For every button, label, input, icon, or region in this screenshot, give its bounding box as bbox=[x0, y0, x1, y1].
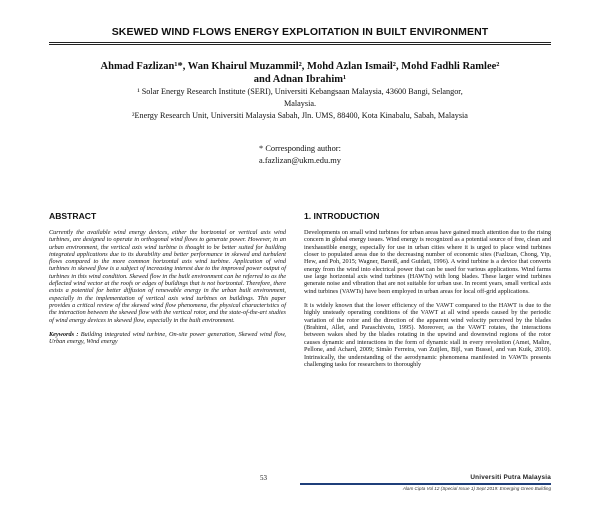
keywords bbox=[49, 331, 286, 346]
authors-line-1: Ahmad Fazlizan¹*, Wan Khairul Muzammil², Mohd Azlan Ismail², Mohd Fadhli Ramlee² bbox=[100, 61, 500, 72]
corresponding-author bbox=[0, 143, 600, 167]
affiliation-1-line-2: Malaysia. bbox=[283, 99, 317, 108]
title-rule-bottom bbox=[49, 44, 551, 45]
abstract-section bbox=[49, 211, 286, 345]
introduction-heading: 1. INTRODUCTION bbox=[304, 211, 380, 221]
keywords-text: Building integrated wind turbine, On-site power generation, Skewed wind flow, Urban energy, Wind energy bbox=[49, 330, 286, 346]
introduction-paragraph-1: Developments on small wind turbines for urban areas have gained much attention due to the rising concern in global energy issues. Wind energy is recognized as a potential source of free, clean and inexhaustible energy, especially for use in urban cities where it is urged to place wind turbines closer to populated areas due to the decreasing number of economic sites (Fazlizan, Chong, Yip, Hew, and Poh, 2015; Wagner, Bareiß, and Guidati, 1996). A wind turbine is a device that converts energy from the wind into electrical power that can be used for various applications. Wind farms use large horizontal axis wind turbines (HAWTs) with long blades. These larger wind turbines generate noise and vibration that are not suitable for urban use. In recent years, small vertical axis wind turbines (VAWTs) have been employed in urban areas for local off-grid applications. bbox=[304, 229, 551, 295]
corresponding-email: a.fazlizan@ukm.edu.my bbox=[259, 156, 341, 165]
university-name: Universiti Putra Malaysia bbox=[470, 474, 551, 481]
journal-citation: Alam Cipta Vol 12 (Special Issue 1) Sept 2019: Emerging Green Building bbox=[402, 486, 551, 491]
abstract-heading: ABSTRACT bbox=[49, 211, 97, 221]
affiliation-1-line-1: ¹ Solar Energy Research Institute (SERI), Universiti Kebangsaan Malaysia, 43600 Bangi, Selangor, bbox=[137, 87, 463, 96]
title-rule-top bbox=[49, 42, 551, 43]
corresponding-label: * Corresponding author: bbox=[259, 144, 341, 153]
introduction-section bbox=[304, 211, 551, 375]
affiliation-2: ²Energy Research Unit, Universiti Malaysia Sabah, Jln. UMS, 88400, Kota Kinabalu, Sabah, Malaysia bbox=[132, 111, 468, 120]
affiliations bbox=[60, 86, 540, 122]
authors-line-2: and Adnan Ibrahim¹ bbox=[253, 74, 347, 85]
paper-title: SKEWED WIND FLOWS ENERGY EXPLOITATION IN BUILT ENVIRONMENT bbox=[111, 26, 489, 38]
page-number: 53 bbox=[260, 474, 267, 482]
footer-bar bbox=[300, 483, 551, 485]
introduction-paragraph-2: It is widely known that the lower efficiency of the VAWT compared to the HAWT is due to the highly unsteady operating conditions of the VAWT at all wind speeds caused by the periodic variation of the rotor and the direction of the apparent wind velocity perceived by the blades (Brahimi, Allet, and Paraschivoiu, 1995). Moreover, as the VAWT rotates, the interactions between wakes shed by the blades rotating in the upwind and downwind regions of the rotor causes dynamic and interactions in the form of dynamic stall in every revolution (Amet, Maître, Pellone, and Achard, 2009; Simão Ferreira, van Zuijlen, Bijl, van Bussel, and van Kuik, 2010). Intrinsically, the understanding of the aerodynamic phenomena manifested in VAWTs presents challenging tasks for researchers to thoroughly bbox=[304, 302, 551, 368]
abstract-text: Currently the available wind energy devices, either the horizontal or vertical axis wind turbines, are designed to operate in orthogonal wind flows to generate power. However, in an urban environment, the vertical axis wind turbine is thought to be better suited for building integrated applications due to its durability and better performance in skewed and turbulent flows compared to the more common horizontal axis wind turbine. Application of wind turbines in skewed flow is a subject of increasing interest due to the improved power output of turbines in this wind condition. Skewed flow in the built environment can be referred to as the deflected wind vector at the roofs or edges of buildings that is not horizontal. Therefore, there exists a potential for better diffusion of renewable energy in the urban built environment, especially in the implementation of vertical axis wind turbines on buildings. This paper provides a critical review of the skewed wind flow phenomena, the physical characteristics of the interaction between the skewed flow with the vertical rotor, and the state-of-the-art studies of wind energy devices in skewed flow, especially in the built environment. bbox=[49, 229, 286, 324]
author-list bbox=[0, 60, 600, 86]
keywords-label: Keywords : bbox=[49, 330, 79, 338]
